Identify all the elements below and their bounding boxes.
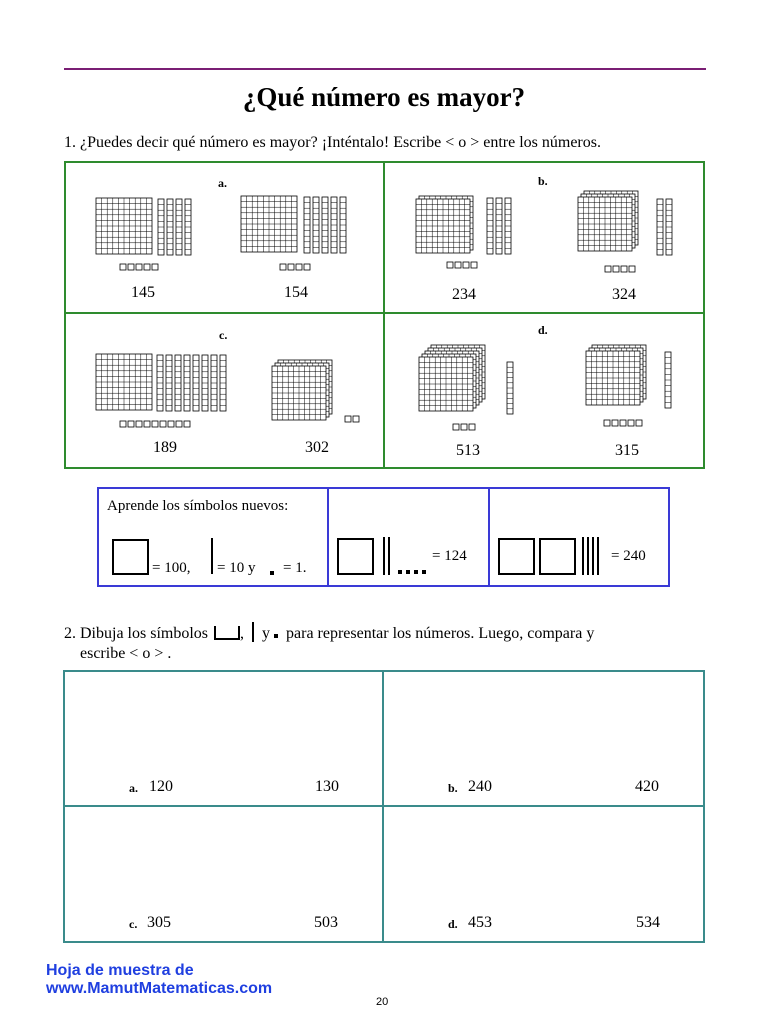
part2-c-label: c.: [129, 917, 138, 931]
example1-one-2: [406, 570, 410, 574]
example1-one-1: [398, 570, 402, 574]
one-unit-block: [144, 264, 150, 270]
one-unit-block: [144, 421, 150, 427]
question-2-part-d: para representar los números. Luego, compara y: [286, 625, 595, 642]
question-2-part-c: y: [262, 625, 271, 642]
one-unit-block: [613, 266, 619, 272]
one-unit-block: [152, 264, 158, 270]
one-unit-block: [620, 420, 626, 426]
example1-ten-2: [388, 537, 390, 575]
example2-ten-2: [587, 537, 589, 575]
one-value-text: = 1.: [283, 560, 307, 576]
question-1-text: 1. ¿Puedes decir qué número es mayor? ¡Inténtalo! Escribe < o > entre los números.: [64, 134, 601, 151]
one-unit-block: [345, 416, 351, 422]
one-unit-block: [455, 262, 461, 268]
one-unit-block: [280, 264, 286, 270]
question-2-line-2: escribe < o > .: [80, 645, 172, 662]
part2-divider-horizontal: [63, 805, 705, 807]
one-unit-block: [353, 416, 359, 422]
question-2-one-symbol: [274, 634, 278, 638]
one-unit-block: [152, 421, 158, 427]
one-unit-block: [636, 420, 642, 426]
one-unit-block: [128, 421, 134, 427]
one-unit-block: [168, 421, 174, 427]
question-2-text: [64, 622, 594, 664]
learn-divider-2: [488, 487, 490, 587]
part2-c-right-number: 503: [314, 914, 338, 931]
item-d-left-number: 513: [456, 442, 480, 459]
one-unit-block: [471, 262, 477, 268]
one-unit-block: [604, 420, 610, 426]
one-unit-block: [469, 424, 475, 430]
one-unit-block: [463, 262, 469, 268]
one-unit-block: [288, 264, 294, 270]
example2-ten-3: [592, 537, 594, 575]
one-unit-block: [605, 266, 611, 272]
footer-line-1: Hoja de muestra de: [46, 962, 194, 979]
one-unit-block: [621, 266, 627, 272]
part2-a-left-number: 120: [149, 778, 173, 795]
item-b-left-number: 234: [452, 286, 476, 303]
item-b-label: b.: [538, 174, 548, 188]
one-unit-block: [461, 424, 467, 430]
question-2-part-a: 2. Dibuja los símbolos: [64, 625, 209, 642]
one-unit-block: [447, 262, 453, 268]
part2-d-label: d.: [448, 917, 458, 931]
example2-hundred-2: [539, 538, 576, 575]
item-d-right-number: 315: [615, 442, 639, 459]
part2-a-label: a.: [129, 781, 138, 795]
one-unit-block: [160, 421, 166, 427]
example1-hundred: [337, 538, 374, 575]
example2-value-text: = 240: [611, 548, 646, 564]
learn-divider-1: [327, 487, 329, 587]
learn-symbols-title: Aprende los símbolos nuevos:: [107, 498, 289, 514]
item-d-label: d.: [538, 323, 548, 337]
example1-value-text: = 124: [432, 548, 467, 564]
item-a-left-number: 145: [131, 284, 155, 301]
example2-hundred-1: [498, 538, 535, 575]
part2-a-right-number: 130: [315, 778, 339, 795]
one-unit-block: [136, 421, 142, 427]
item-c-label: c.: [219, 328, 228, 342]
page-number: 20: [376, 996, 389, 1008]
one-unit-block: [304, 264, 310, 270]
part2-c-left-number: 305: [147, 914, 171, 931]
hundred-value-text: = 100,: [152, 560, 191, 576]
example1-one-3: [414, 570, 418, 574]
one-unit-block: [184, 421, 190, 427]
ten-value-text: = 10 y: [217, 560, 256, 576]
one-unit-block: [296, 264, 302, 270]
question-2-hundred-symbol: [214, 626, 240, 640]
ten-symbol: [211, 538, 213, 574]
part2-b-label: b.: [448, 781, 458, 795]
footer-link[interactable]: [46, 962, 272, 998]
item-b-right-number: 324: [612, 286, 636, 303]
one-unit-block: [176, 421, 182, 427]
one-unit-block: [453, 424, 459, 430]
part2-d-right-number: 534: [636, 914, 660, 931]
question-2-ten-symbol: [252, 622, 254, 642]
one-unit-block: [612, 420, 618, 426]
example1-one-4: [422, 570, 426, 574]
question-2-part-b: ,: [240, 625, 245, 642]
item-a-label: a.: [218, 176, 227, 190]
part2-b-right-number: 420: [635, 778, 659, 795]
one-symbol: [270, 571, 274, 575]
part2-d-left-number: 453: [468, 914, 492, 931]
one-unit-block: [136, 264, 142, 270]
footer-line-2: www.MamutMatematicas.com: [46, 980, 273, 997]
one-unit-block: [128, 264, 134, 270]
item-c-right-number: 302: [305, 439, 329, 456]
example2-ten-1: [582, 537, 584, 575]
one-unit-block: [120, 421, 126, 427]
example2-ten-4: [597, 537, 599, 575]
part2-b-left-number: 240: [468, 778, 492, 795]
example1-ten-1: [383, 537, 385, 575]
one-unit-block: [120, 264, 126, 270]
page-title: ¿Qué número es mayor?: [242, 82, 526, 112]
one-unit-block: [629, 266, 635, 272]
item-c-left-number: 189: [153, 439, 177, 456]
item-a-right-number: 154: [284, 284, 308, 301]
hundred-symbol: [112, 539, 149, 575]
one-unit-block: [628, 420, 634, 426]
